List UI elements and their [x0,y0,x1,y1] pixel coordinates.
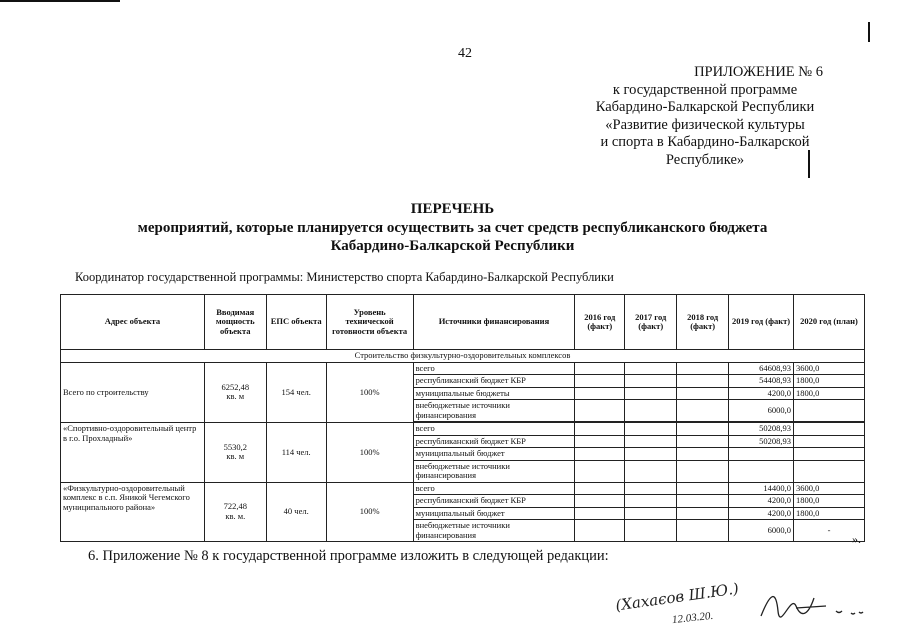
value-2020 [794,448,865,461]
object-capacity [204,482,266,542]
object-capacity [204,423,266,483]
col-header-readiness: Уровень технической готовности объекта [326,295,413,350]
capacity-value: 5530,2 [223,441,247,452]
appendix-line: к государственной программе [612,81,798,98]
value-2020 [794,423,865,436]
capacity-value: 6252,48 [221,381,250,392]
object-address: «Физкультурно-оздоровительный комплекс в с.п. Яникой Чегемского муниципального района» [61,482,205,542]
value-2019: 64608,93 [729,362,794,375]
table-row [61,423,865,436]
source-cell: республиканский бюджет КБР [413,495,575,508]
col-header-2019: 2019 год (факт) [729,295,794,350]
scan-edge-mark [0,0,120,2]
value-2019 [729,448,794,461]
source-cell: внебюджетные источники финансирования [413,400,575,422]
value-2020: 1800,0 [794,495,865,508]
value-2019: 6000,0 [729,520,794,542]
capacity-unit: кв. м. [225,510,246,521]
col-header-eps: ЕПС объекта [266,295,326,350]
source-cell: муниципальный бюджет [413,507,575,520]
value-2020 [794,400,865,422]
capacity-unit: кв. м [226,451,245,462]
value-2019 [729,460,794,482]
signature-scribble-icon [756,586,866,626]
object-readiness: 100% [326,482,413,542]
object-eps: 154 чел. [266,362,326,423]
value-2020: 3600,0 [794,362,865,375]
section-row [61,350,865,363]
appendix-block [555,64,855,169]
capacity-value: 722,48 [223,501,247,512]
appendix-title: ПРИЛОЖЕНИЕ № 6 [694,64,823,80]
source-cell: внебюджетные источники финансирования [413,460,575,482]
source-cell: муниципальный бюджет [413,448,575,461]
heading-subtitle: мероприятий, которые планируется осуществить за счет средств республиканского бюджета [137,220,768,236]
value-2019: 54408,93 [729,375,794,388]
value-2020: 1800,0 [794,375,865,388]
col-header-sources: Источники финансирования [413,295,575,350]
object-readiness: 100% [326,362,413,423]
col-header-capacity: Вводимая мощность объекта [204,295,266,350]
value-2020 [794,435,865,448]
source-cell: республиканский бюджет КБР [413,375,575,388]
value-2019: 4200,0 [729,507,794,520]
capacity-unit: кв. м [226,391,245,402]
signature-name: (Хахаєов Ш.Ю.) [614,579,740,615]
funding-table [60,294,865,542]
item-6-text: 6. Приложение № 8 к государственной программе изложить в следующей редакции: [88,548,609,564]
appendix-line: и спорта в Кабардино-Балкарской [600,134,810,150]
source-cell: республиканский бюджет КБР [413,435,575,448]
value-2020: 1800,0 [794,387,865,400]
value-2020 [794,460,865,482]
source-cell: всего [413,482,575,495]
table-row [61,362,865,375]
page-number: 42 [458,46,472,61]
col-header-2020: 2020 год (план) [794,295,865,350]
value-2019: 50208,93 [729,435,794,448]
value-2020: - [794,520,865,542]
col-header-address: Адрес объекта [61,295,205,350]
appendix-line: «Развитие физической культуры [605,116,805,133]
closing-quote: ». [852,532,861,546]
heading-region: Кабардино-Балкарской Республики [330,238,575,254]
object-address: Всего по строительству [61,362,205,423]
value-2020: 1800,0 [794,507,865,520]
object-eps: 114 чел. [266,423,326,483]
source-cell: всего [413,362,575,375]
source-cell: всего [413,423,575,436]
object-address: «Спортивно-оздоровительный центр в г.о. Прохладный» [61,423,205,483]
scan-edge-mark [868,22,870,42]
object-eps: 40 чел. [266,482,326,542]
source-cell: муниципальные бюджеты [413,387,575,400]
appendix-line: Кабардино-Балкарской Республики [595,99,815,115]
col-header-2018: 2018 год (факт) [677,295,729,350]
value-2019: 50208,93 [729,423,794,436]
table-row [61,482,865,495]
signature-date: 12.03.20. [671,609,714,627]
value-2020: 3600,0 [794,482,865,495]
coordinator-line: Координатор государственной программы: Министерство спорта Кабардино-Балкарской Республики [75,270,614,284]
object-readiness: 100% [326,423,413,483]
appendix-line: Республике» [665,151,745,168]
value-2019: 4200,0 [729,495,794,508]
section-title: Строительство физкультурно-оздоровительных комплексов [61,350,865,363]
table-header-row [61,295,865,350]
col-header-2017: 2017 год (факт) [625,295,677,350]
col-header-2016: 2016 год (факт) [575,295,625,350]
value-2019: 4200,0 [729,387,794,400]
source-cell: внебюджетные источники финансирования [413,520,575,542]
value-2019: 6000,0 [729,400,794,422]
heading-title: ПЕРЕЧЕНЬ [410,201,495,217]
value-2019: 14400,0 [729,482,794,495]
object-capacity [204,362,266,423]
